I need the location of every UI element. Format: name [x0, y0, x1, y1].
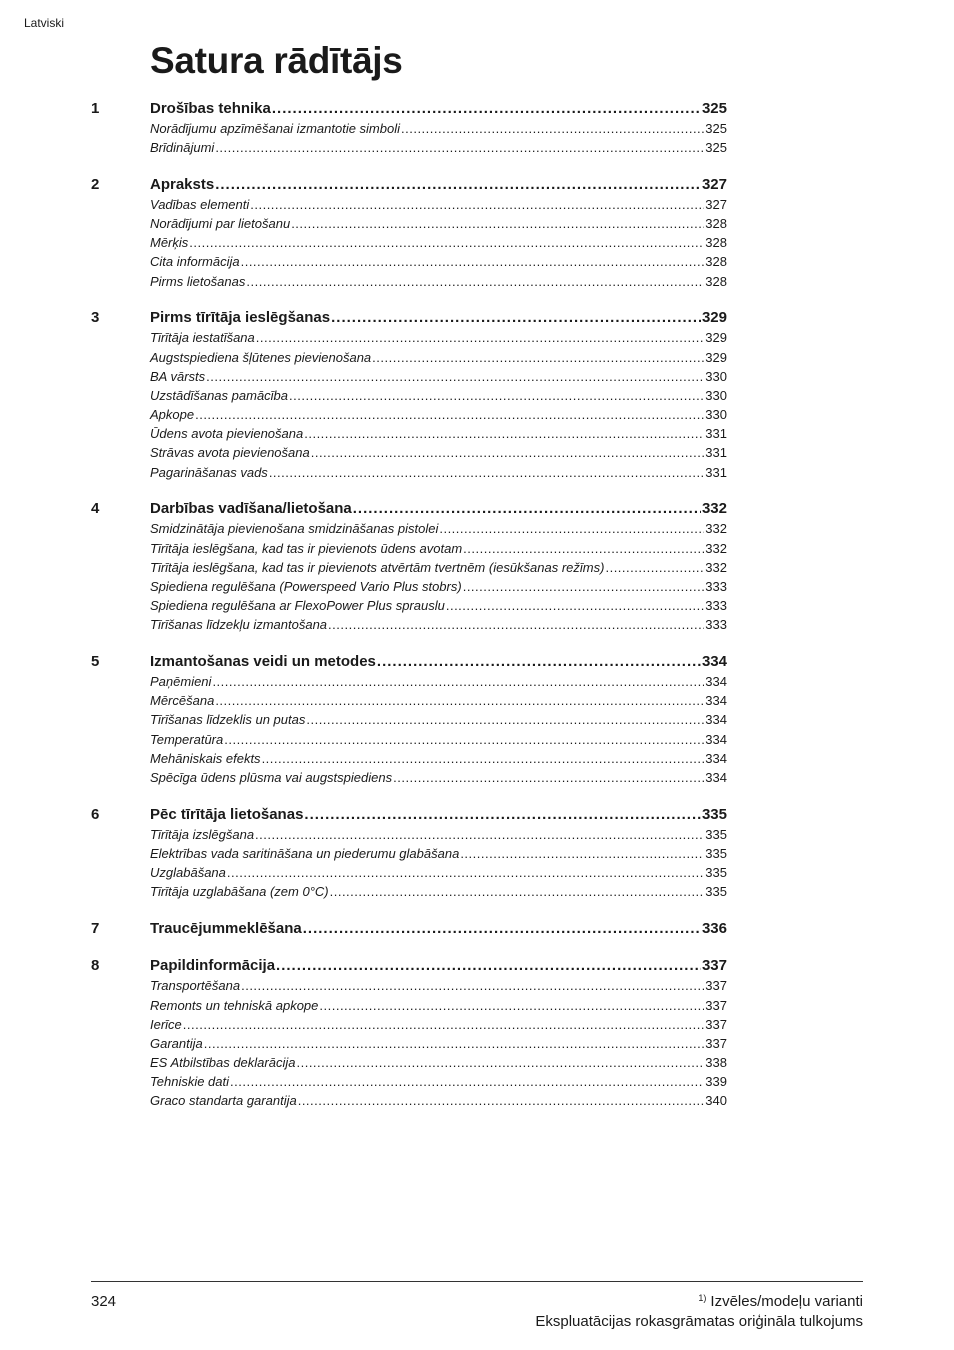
subsection-title: Remonts un tehniskā apkope: [150, 997, 319, 1013]
toc-subsection-entry[interactable]: [91, 1091, 727, 1110]
subsection-page-number: 329: [705, 330, 727, 346]
subsection-title: Ierīce: [150, 1016, 182, 1032]
subsection-page-number: 325: [705, 121, 727, 136]
chapter-title: Traucējummeklēšana: [150, 919, 302, 937]
dot-leader: [353, 499, 701, 519]
subsection-title: Spiediena regulēšana (Powerspeed Vario Plus stobrs): [150, 578, 462, 594]
toc-subsection-entry[interactable]: [91, 749, 727, 768]
chapter-page-number: 332: [701, 500, 727, 518]
subsection-page-number: 325: [705, 140, 727, 156]
subsection-page-number: 337: [705, 1016, 727, 1032]
subsection-page-number: 333: [705, 598, 727, 614]
subsection-title: Tīrītāja iestatīšana: [150, 330, 255, 346]
toc-subsection-entry[interactable]: [91, 1072, 727, 1091]
dot-leader: [328, 615, 704, 634]
subsection-title: Apkope: [150, 407, 195, 423]
dot-leader: [246, 272, 704, 291]
dot-leader: [372, 348, 704, 367]
subsection-page-number: 334: [705, 750, 727, 766]
subsection-title: Tīrītāja izslēgšana: [150, 826, 255, 842]
chapter-page-number: 325: [701, 100, 727, 117]
language-label: Latviski: [24, 16, 65, 30]
toc-chapter-entry[interactable]: [91, 499, 727, 519]
subsection-title: Pirms lietošanas: [150, 273, 246, 289]
subsection-page-number: 337: [705, 978, 727, 994]
toc-subsection-entry[interactable]: [91, 596, 727, 615]
footnote: [698, 1293, 863, 1310]
subsection-page-number: 332: [705, 559, 727, 575]
dot-leader: [331, 308, 701, 328]
chapter-title: Apraksts: [150, 175, 215, 193]
toc-subsection-entry[interactable]: [91, 386, 727, 405]
toc-subsection-entry[interactable]: [91, 119, 727, 138]
subsection-page-number: 331: [705, 445, 727, 461]
toc-subsection-entry[interactable]: [91, 1053, 727, 1072]
dot-leader: [195, 405, 704, 424]
dot-leader: [183, 1015, 705, 1034]
toc-subsection-entry[interactable]: [91, 443, 727, 462]
subsection-title: BA vārsts: [150, 368, 206, 384]
subsection-page-number: 329: [705, 349, 727, 365]
subsection-page-number: 328: [705, 235, 727, 251]
subsection-title: Norādījumu apzīmēšanai izmantotie simboli: [150, 121, 400, 136]
chapter-page-number: 334: [701, 652, 727, 670]
subsection-page-number: 327: [705, 196, 727, 212]
subsection-title: Augstspiediena šļūtenes pievienošana: [150, 349, 372, 365]
dot-leader: [206, 367, 704, 386]
toc-subsection-entry[interactable]: [91, 577, 727, 596]
toc-section: [91, 805, 727, 902]
toc-subsection-entry[interactable]: [91, 272, 727, 291]
dot-leader: [306, 710, 704, 729]
chapter-number: 8: [91, 957, 100, 975]
subsection-title: Spēcīga ūdens plūsma vai augstspiediens: [150, 769, 393, 785]
subsection-title: Strāvas avota pievienošana: [150, 445, 310, 461]
subsection-title: Ūdens avota pievienošana: [150, 426, 304, 442]
subsection-title: Garantija: [150, 1035, 203, 1051]
dot-leader: [212, 672, 704, 691]
dot-leader: [296, 1053, 704, 1072]
chapter-number: 5: [91, 652, 100, 670]
subsection-page-number: 330: [705, 407, 727, 423]
dot-leader: [463, 539, 704, 558]
dot-leader: [227, 863, 704, 882]
toc-subsection-entry[interactable]: [91, 463, 727, 482]
toc-subsection-entry[interactable]: [91, 730, 727, 749]
subsection-title: Uzglabāšana: [150, 864, 226, 880]
subsection-page-number: 337: [705, 1035, 727, 1051]
subsection-title: Norādījumi par lietošanu: [150, 216, 291, 232]
chapter-title: Drošības tehnika: [150, 100, 271, 117]
subsection-page-number: 334: [705, 693, 727, 709]
chapter-number: 3: [91, 309, 100, 327]
footer-divider: [91, 1281, 863, 1282]
toc-subsection-entry[interactable]: [91, 825, 727, 844]
dot-leader: [319, 996, 704, 1015]
dot-leader: [446, 596, 704, 615]
toc-subsection-entry[interactable]: [91, 710, 727, 729]
toc-subsection-entry[interactable]: [91, 195, 727, 214]
dot-leader: [230, 1072, 704, 1091]
toc-subsection-entry[interactable]: [91, 367, 727, 386]
dot-leader: [393, 768, 704, 787]
dot-leader: [256, 328, 705, 347]
dot-leader: [304, 805, 701, 825]
subsection-page-number: 333: [705, 578, 727, 594]
toc-subsection-entry[interactable]: [91, 1034, 727, 1053]
subsection-page-number: 331: [705, 426, 727, 442]
subsection-title: Paņēmieni: [150, 673, 212, 689]
subsection-page-number: 330: [705, 387, 727, 403]
toc-subsection-entry[interactable]: [91, 882, 727, 901]
toc-chapter-entry[interactable]: [91, 919, 727, 939]
chapter-page-number: 327: [701, 175, 727, 193]
toc-chapter-entry[interactable]: [91, 805, 727, 825]
chapter-number: 1: [91, 100, 100, 117]
dot-leader: [204, 1034, 705, 1053]
page-title: Satura rādītājs: [150, 40, 403, 81]
dot-leader: [298, 1091, 705, 1110]
dot-leader: [401, 119, 704, 138]
subsection-title: ES Atbilstības deklarācija: [150, 1055, 296, 1071]
dot-leader: [215, 175, 701, 195]
toc-subsection-entry[interactable]: [91, 768, 727, 787]
subsection-page-number: 331: [705, 464, 727, 480]
chapter-title: Papildinformācija: [150, 957, 276, 975]
subsection-title: Tehniskie dati: [150, 1074, 230, 1090]
subsection-title: Pagarināšanas vads: [150, 464, 268, 480]
toc-section: [91, 175, 727, 291]
dot-leader: [241, 976, 704, 995]
chapter-title: Pirms tīrītāja ieslēgšanas: [150, 309, 331, 327]
subsection-page-number: 338: [705, 1055, 727, 1071]
chapter-title: Darbības vadīšana/lietošana: [150, 500, 352, 518]
subsection-title: Tīrīšanas līdzekļu izmantošana: [150, 617, 328, 633]
toc-subsection-entry[interactable]: [91, 996, 727, 1015]
dot-leader: [189, 233, 704, 252]
subsection-title: Mērķis: [150, 235, 189, 251]
toc-chapter-entry[interactable]: [91, 308, 727, 328]
dot-leader: [224, 730, 704, 749]
toc-section: [91, 99, 727, 157]
subsection-page-number: 333: [705, 617, 727, 633]
footnote-text: Izvēles/modeļu varianti: [710, 1293, 863, 1310]
subsection-page-number: 335: [705, 864, 727, 880]
subsection-title: Tīrīšanas līdzeklis un putas: [150, 712, 306, 728]
toc-section: [91, 956, 727, 1110]
subsection-title: Tīrītāja uzglabāšana (zem 0°C): [150, 884, 329, 900]
toc-section: [91, 652, 727, 787]
chapter-title: Pēc tīrītāja lietošanas: [150, 805, 304, 823]
toc-subsection-entry[interactable]: [91, 348, 727, 367]
toc-section: [91, 308, 727, 482]
dot-leader: [291, 214, 704, 233]
subsection-page-number: 334: [705, 769, 727, 785]
toc-subsection-entry[interactable]: [91, 424, 727, 443]
dot-leader: [463, 577, 705, 596]
chapter-title: Izmantošanas veidi un metodes: [150, 652, 376, 670]
chapter-number: 2: [91, 175, 100, 193]
subsection-page-number: 332: [705, 521, 727, 537]
toc-subsection-entry[interactable]: [91, 863, 727, 882]
subsection-title: Mehāniskais efekts: [150, 750, 261, 766]
toc-subsection-entry[interactable]: [91, 519, 727, 538]
page-number: 324: [91, 1293, 117, 1310]
subsection-page-number: 328: [705, 216, 727, 232]
dot-leader: [605, 558, 704, 577]
subsection-title: Brīdinājumi: [150, 140, 215, 156]
subsection-title: Transportēšana: [150, 978, 241, 994]
subsection-page-number: 335: [705, 845, 727, 861]
chapter-number: 6: [91, 805, 100, 823]
dot-leader: [460, 844, 704, 863]
subsection-title: Uzstādīšanas pamācība: [150, 387, 289, 403]
subsection-title: Cita informācija: [150, 254, 240, 270]
toc-subsection-entry[interactable]: [91, 405, 727, 424]
toc-subsection-entry[interactable]: [91, 1015, 727, 1034]
subsection-page-number: 328: [705, 273, 727, 289]
dot-leader: [289, 386, 704, 405]
toc-chapter-entry[interactable]: [91, 175, 727, 195]
subsection-page-number: 334: [705, 731, 727, 747]
dot-leader: [377, 652, 701, 672]
chapter-page-number: 329: [701, 309, 727, 327]
subsection-page-number: 335: [705, 884, 727, 900]
subsection-page-number: 332: [705, 540, 727, 556]
subsection-page-number: 339: [705, 1074, 727, 1090]
subsection-page-number: 335: [705, 826, 727, 842]
toc-subsection-entry[interactable]: [91, 214, 727, 233]
dot-leader: [262, 749, 705, 768]
toc-subsection-entry[interactable]: [91, 976, 727, 995]
chapter-number: 4: [91, 500, 100, 518]
chapter-page-number: 336: [701, 919, 727, 937]
subsection-title: Temperatūra: [150, 731, 224, 747]
footnote-marker: 1): [698, 1293, 707, 1303]
toc-subsection-entry[interactable]: [91, 615, 727, 634]
toc-section: [91, 499, 727, 634]
subsection-title: Tīrītāja ieslēgšana, kad tas ir pievienots atvērtām tvertnēm (iesūkšanas režīms): [150, 559, 605, 575]
subsection-page-number: 337: [705, 997, 727, 1013]
chapter-page-number: 335: [701, 805, 727, 823]
subsection-title: Graco standarta garantija: [150, 1093, 297, 1109]
subsection-title: Elektrības vada saritināšana un piederumu glabāšana: [150, 845, 460, 861]
dot-leader: [272, 99, 701, 119]
toc-chapter-entry[interactable]: [91, 99, 727, 119]
subsection-title: Tīrītāja ieslēgšana, kad tas ir pievienots ūdens avotam: [150, 540, 463, 556]
subsection-title: Vadības elementi: [150, 196, 250, 212]
chapter-page-number: 337: [701, 957, 727, 975]
toc-subsection-entry[interactable]: [91, 252, 727, 271]
subsection-title: Smidzinātāja pievienošana smidzināšanas pistolei: [150, 521, 439, 537]
subsection-title: Spiediena regulēšana ar FlexoPower Plus sprauslu: [150, 598, 445, 614]
dot-leader: [255, 825, 704, 844]
table-of-contents: [91, 99, 727, 1128]
dot-leader: [303, 919, 701, 939]
toc-subsection-entry[interactable]: [91, 558, 727, 577]
toc-subsection-entry[interactable]: [91, 672, 727, 691]
dot-leader: [269, 463, 704, 482]
document-note: Ekspluatācijas rokasgrāmatas oriģināla tulkojums: [535, 1313, 863, 1330]
toc-subsection-entry[interactable]: [91, 328, 727, 347]
subsection-page-number: 334: [705, 712, 727, 728]
dot-leader: [241, 252, 705, 271]
toc-subsection-entry[interactable]: [91, 691, 727, 710]
dot-leader: [330, 882, 705, 901]
dot-leader: [311, 443, 705, 462]
subsection-title: Mērcēšana: [150, 693, 215, 709]
dot-leader: [215, 138, 704, 157]
subsection-page-number: 340: [705, 1093, 727, 1109]
toc-chapter-entry[interactable]: [91, 652, 727, 672]
toc-chapter-entry[interactable]: [91, 956, 727, 976]
dot-leader: [215, 691, 704, 710]
toc-subsection-entry[interactable]: [91, 539, 727, 558]
dot-leader: [304, 424, 704, 443]
subsection-page-number: 328: [705, 254, 727, 270]
dot-leader: [276, 956, 701, 976]
subsection-page-number: 334: [705, 673, 727, 689]
dot-leader: [250, 195, 704, 214]
toc-subsection-entry[interactable]: [91, 138, 727, 157]
chapter-number: 7: [91, 919, 100, 937]
toc-section: [91, 919, 727, 939]
dot-leader: [439, 519, 704, 538]
toc-subsection-entry[interactable]: [91, 844, 727, 863]
toc-subsection-entry[interactable]: [91, 233, 727, 252]
subsection-page-number: 330: [705, 368, 727, 384]
